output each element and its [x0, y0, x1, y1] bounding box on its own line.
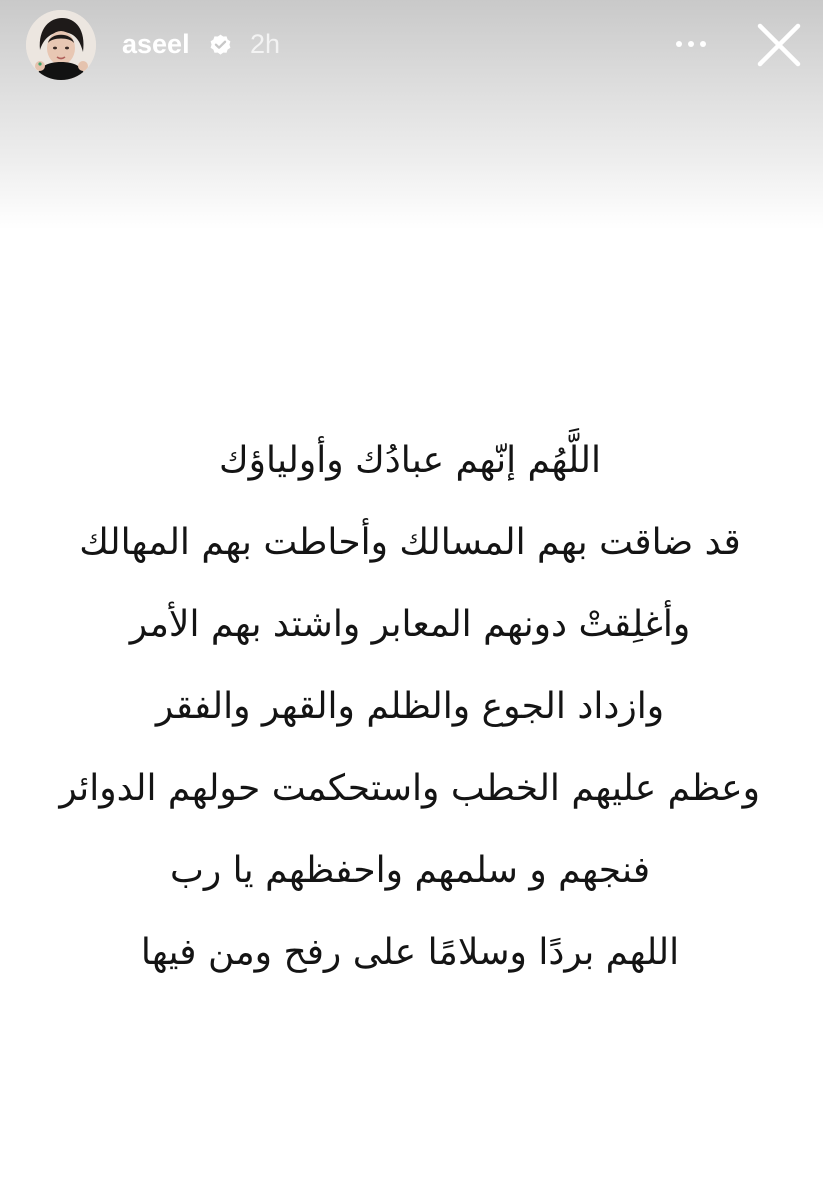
more-dot: [688, 41, 694, 47]
story-text: [60, 420, 760, 994]
close-icon: [752, 18, 806, 72]
story-line: فنجهم و سلمهم واحفظهم يا رب: [169, 850, 651, 891]
story-line: وازداد الجوع والظلم والقهر والفقر: [155, 686, 665, 727]
story-header: [0, 0, 823, 90]
avatar[interactable]: [26, 10, 96, 80]
more-options-button[interactable]: [666, 26, 716, 62]
story-line: اللَّهُم إنّهم عبادُك وأولياؤك: [219, 440, 601, 481]
story-line: وأغلِقتْ دونهم المعابر واشتد بهم الأمر: [129, 604, 691, 645]
story-line: قد ضاقت بهم المسالك وأحاطت بهم المهالك: [79, 522, 741, 563]
story-line: اللهم بردًا وسلامًا على رفح ومن فيها: [140, 932, 680, 973]
story-time: 2h: [250, 29, 281, 59]
close-button[interactable]: [752, 18, 806, 72]
more-dot: [700, 41, 706, 47]
story-line: وعظم عليهم الخطب واستحكمت حولهم الدوائر: [59, 768, 760, 809]
avatar-image: [26, 10, 96, 80]
more-dots-icon: [676, 41, 682, 47]
username[interactable]: aseel: [122, 29, 190, 59]
verified-badge-icon: [208, 33, 233, 58]
